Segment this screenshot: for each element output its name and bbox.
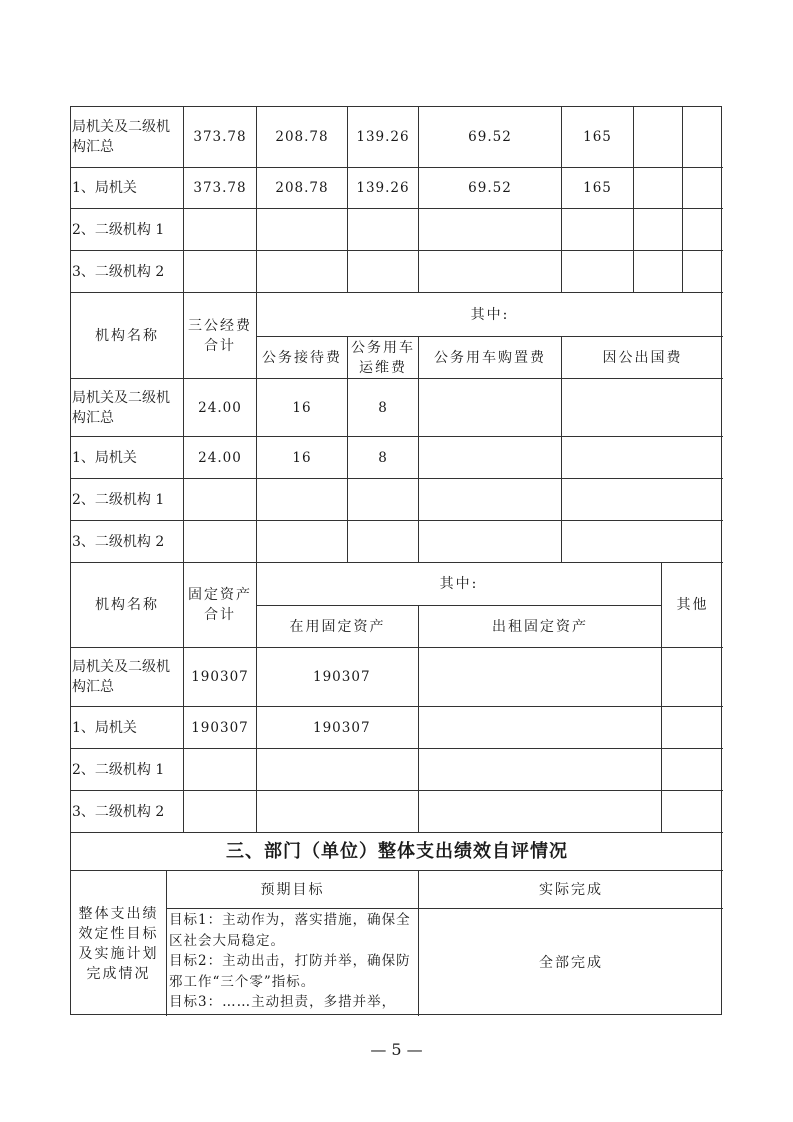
org-name-cell: 3、二级机构 2 [71, 521, 184, 563]
column-header-sub: 在用固定资产 [257, 606, 419, 648]
value-cell: 165 [562, 107, 634, 168]
value-cell [562, 251, 634, 293]
actual-completion: 全部完成 [539, 954, 603, 971]
value-cell: 16 [257, 379, 348, 437]
value-cell: 69.52 [419, 168, 562, 209]
value-cell [683, 107, 723, 168]
value-cell [257, 479, 348, 521]
value-cell: 190307 [257, 648, 419, 707]
value-cell: 139.26 [348, 107, 419, 168]
value-cell [184, 479, 257, 521]
goal-item: 目标2：主动出击，打防并举，确保防邪工作“三个零”指标。 [169, 953, 411, 990]
column-header-sub: 因公出国费 [562, 337, 723, 379]
value-cell [662, 648, 723, 707]
org-name-cell: 局机关及二级机构汇总 [71, 379, 184, 437]
org-name-cell: 1、局机关 [71, 168, 184, 209]
value-cell [419, 707, 662, 749]
value-cell [257, 251, 348, 293]
value-cell: 208.78 [257, 168, 348, 209]
value-cell: 69.52 [419, 107, 562, 168]
value-cell: 24.00 [184, 379, 257, 437]
column-header-org-name: 机构名称 [71, 563, 184, 648]
org-name-cell: 2、二级机构 1 [71, 479, 184, 521]
column-header-total: 固定资产合计 [184, 563, 257, 648]
value-cell [634, 107, 683, 168]
org-name-cell: 局机关及二级机构汇总 [71, 107, 184, 168]
value-cell [562, 521, 723, 563]
column-header-total: 三公经费合计 [184, 293, 257, 379]
org-name-cell: 2、二级机构 1 [71, 209, 184, 251]
value-cell [348, 209, 419, 251]
value-cell: 165 [562, 168, 634, 209]
value-cell [562, 379, 723, 437]
value-cell [683, 168, 723, 209]
column-header-sub: 公务接待费 [257, 337, 348, 379]
value-cell [419, 749, 662, 791]
org-name-cell: 3、二级机构 2 [71, 251, 184, 293]
value-cell: 139.26 [348, 168, 419, 209]
org-name-cell: 局机关及二级机构汇总 [71, 648, 184, 707]
value-cell [662, 707, 723, 749]
column-header-sub: 公务用车运维费 [348, 337, 419, 379]
value-cell: 8 [348, 437, 419, 479]
column-header-of-which: 其中: [257, 563, 662, 606]
value-cell [662, 791, 723, 833]
value-cell [257, 791, 419, 833]
value-cell [419, 479, 562, 521]
row-label: 整体支出绩效定性目标及实施计划完成情况 [71, 871, 167, 1016]
value-cell [634, 251, 683, 293]
value-cell: 8 [348, 379, 419, 437]
value-cell [257, 209, 348, 251]
goal-item: 目标1：主动作为，落实措施，确保全区社会大局稳定。 [169, 912, 411, 949]
value-cell [257, 749, 419, 791]
column-header-of-which: 其中: [257, 293, 723, 337]
value-cell [562, 479, 723, 521]
value-cell: 190307 [257, 707, 419, 749]
value-cell: 373.78 [184, 168, 257, 209]
value-cell [348, 521, 419, 563]
value-cell [184, 251, 257, 293]
value-cell: 373.78 [184, 107, 257, 168]
value-cell [662, 749, 723, 791]
value-cell: 24.00 [184, 437, 257, 479]
column-header-expected: 预期目标 [167, 871, 419, 909]
value-cell [184, 209, 257, 251]
value-cell [184, 791, 257, 833]
value-cell [683, 251, 723, 293]
value-cell [257, 521, 348, 563]
value-cell [348, 251, 419, 293]
column-header-sub: 公务用车购置费 [419, 337, 562, 379]
value-cell [419, 437, 562, 479]
column-header-other: 其他 [662, 563, 723, 648]
value-cell [184, 749, 257, 791]
value-cell [419, 521, 562, 563]
column-header-actual: 实际完成 [419, 871, 723, 909]
value-cell: 190307 [184, 648, 257, 707]
value-cell [562, 209, 634, 251]
value-cell [419, 209, 562, 251]
page-number: — 5 — [370, 1040, 423, 1059]
value-cell [634, 168, 683, 209]
goal-item: 目标3：……主动担责，多措并举， [169, 994, 397, 1010]
value-cell [419, 791, 662, 833]
value-cell: 208.78 [257, 107, 348, 168]
column-header-org-name: 机构名称 [71, 293, 184, 379]
performance-table [70, 106, 722, 1015]
column-header-sub: 出租固定资产 [419, 606, 662, 648]
value-cell [184, 521, 257, 563]
org-name-cell: 2、二级机构 1 [71, 749, 184, 791]
value-cell [634, 209, 683, 251]
value-cell: 190307 [184, 707, 257, 749]
expected-goals [167, 909, 419, 1016]
value-cell [419, 379, 562, 437]
value-cell [683, 209, 723, 251]
value-cell: 16 [257, 437, 348, 479]
org-name-cell: 3、二级机构 2 [71, 791, 184, 833]
value-cell [419, 251, 562, 293]
org-name-cell: 1、局机关 [71, 707, 184, 749]
value-cell [562, 437, 723, 479]
value-cell [348, 479, 419, 521]
value-cell [419, 648, 662, 707]
org-name-cell: 1、局机关 [71, 437, 184, 479]
section-title: 三、部门（单位）整体支出绩效自评情况 [71, 833, 723, 871]
